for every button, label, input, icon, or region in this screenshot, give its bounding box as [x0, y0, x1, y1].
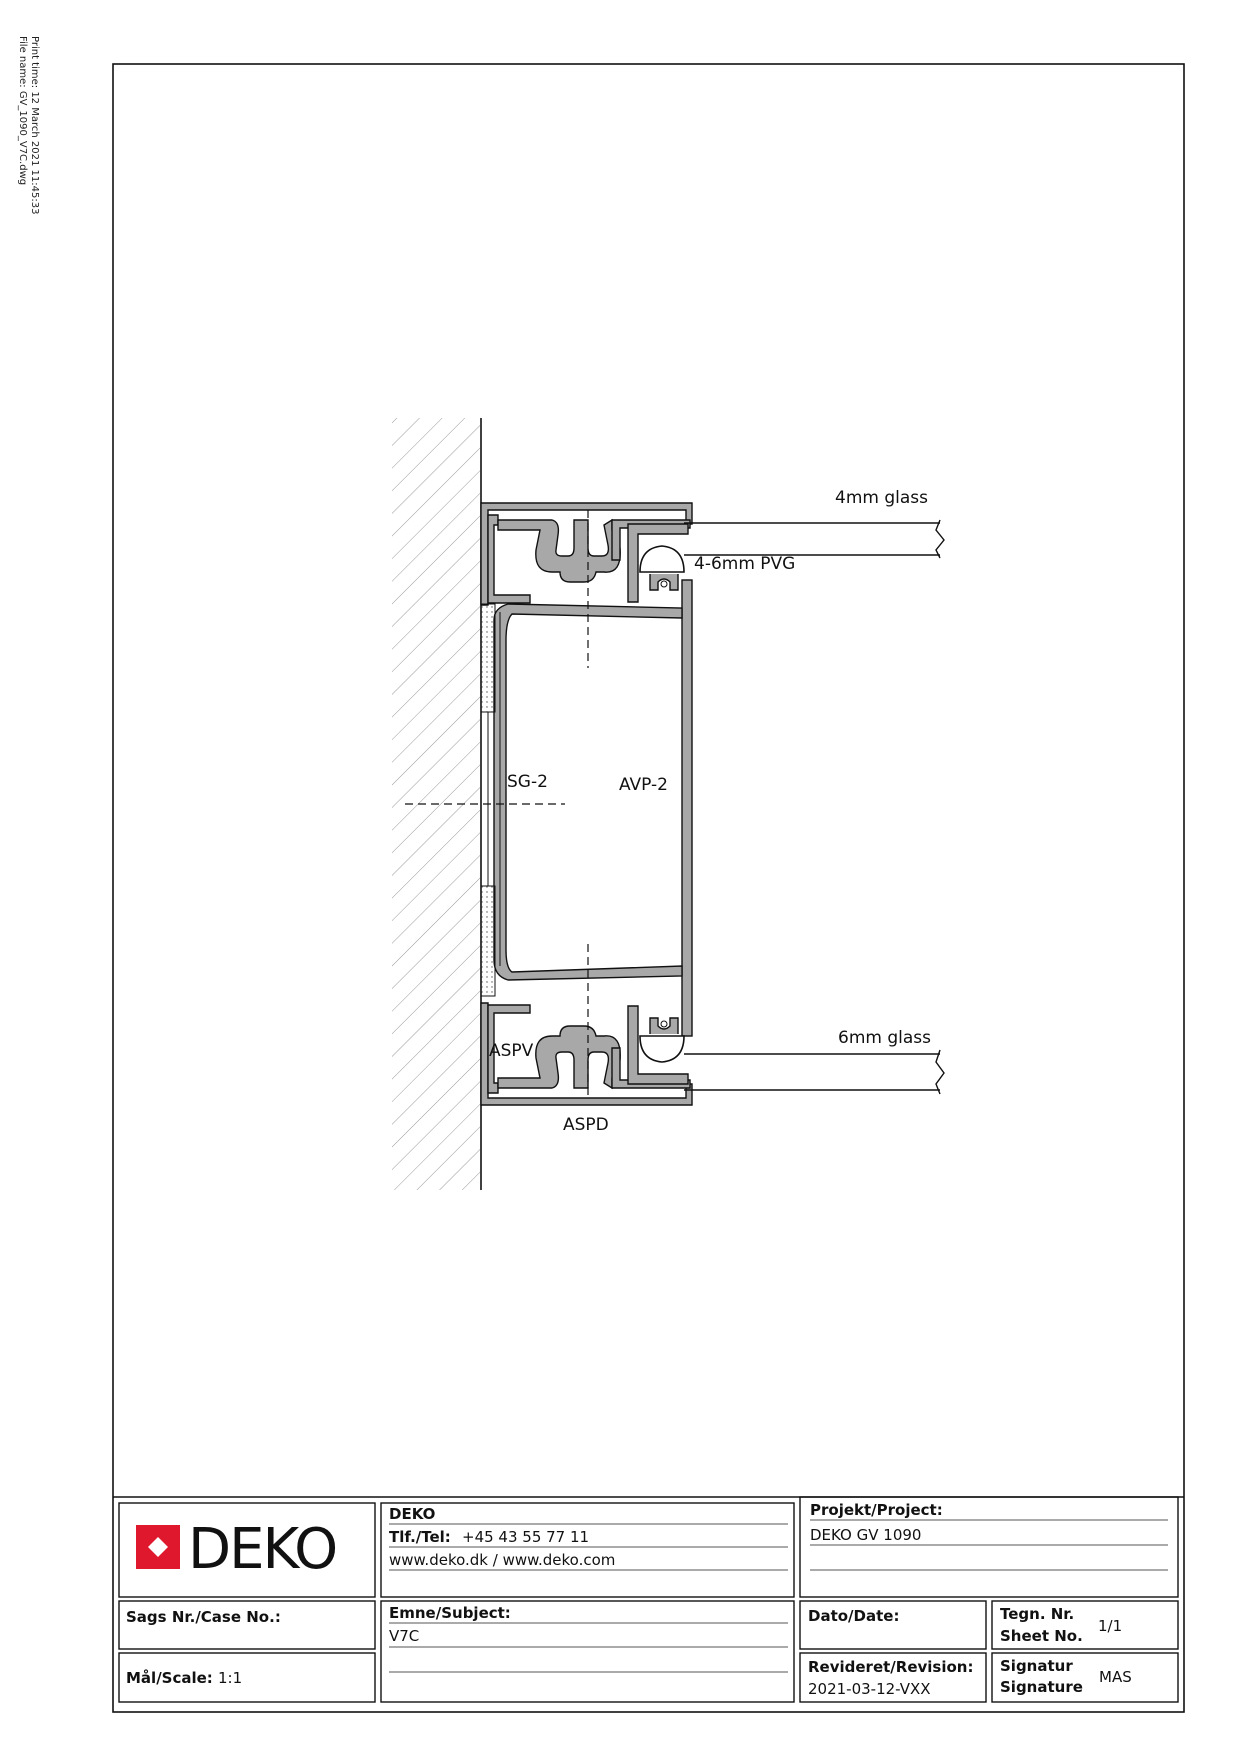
phone-label: Tlf./Tel:	[389, 1528, 451, 1546]
label-aspd: ASPD	[563, 1115, 609, 1135]
logo-mark-icon	[136, 1525, 180, 1569]
sheet-value: 1/1	[1098, 1617, 1123, 1635]
section-detail	[392, 418, 944, 1190]
gasket-bottom	[640, 1018, 684, 1062]
company-name: DEKO	[389, 1505, 436, 1523]
sheet-border	[113, 64, 1184, 1712]
label-sg2: SG-2	[507, 772, 548, 792]
case-label: Sags Nr./Case No.:	[126, 1608, 281, 1626]
label-aspv: ASPV	[489, 1041, 534, 1061]
web-address: www.deko.dk / www.deko.com	[389, 1551, 616, 1569]
deko-logo	[136, 1517, 336, 1582]
glass-bottom	[684, 1050, 944, 1094]
date-label: Dato/Date:	[808, 1607, 900, 1625]
revision-label: Revideret/Revision:	[808, 1658, 974, 1676]
scale-label: Mål/Scale:	[126, 1669, 213, 1687]
signature-value: MAS	[1099, 1668, 1132, 1686]
signature-label-da: Signatur	[1000, 1657, 1073, 1675]
glass-top	[684, 520, 944, 558]
subject-label: Emne/Subject:	[389, 1604, 511, 1622]
subject-value: V7C	[389, 1627, 420, 1645]
label-4mm-glass: 4mm glass	[835, 488, 928, 508]
gasket-top	[640, 546, 684, 590]
label-avp2: AVP-2	[619, 775, 668, 795]
print-time-text: Print time: 12 March 2021 11:45:33	[29, 36, 40, 215]
label-6mm-glass: 6mm glass	[838, 1028, 931, 1048]
project-value: DEKO GV 1090	[810, 1526, 922, 1544]
phone-value: +45 43 55 77 11	[462, 1528, 590, 1546]
signature-label-en: Signature	[1000, 1678, 1083, 1696]
project-label: Projekt/Project:	[810, 1501, 943, 1519]
file-name-text: File name: GV_1090_V7C.dwg	[17, 36, 28, 186]
label-gasket: 4-6mm PVG	[694, 554, 796, 574]
sheet-label-en: Sheet No.	[1000, 1627, 1083, 1645]
middle-profile	[481, 580, 692, 1036]
revision-value: 2021-03-12-VXX	[808, 1680, 931, 1698]
logo-text: DEKO	[188, 1517, 337, 1582]
title-block	[113, 1497, 1184, 1702]
sheet-label-da: Tegn. Nr.	[1000, 1605, 1075, 1623]
scale-value: 1:1	[218, 1669, 243, 1687]
